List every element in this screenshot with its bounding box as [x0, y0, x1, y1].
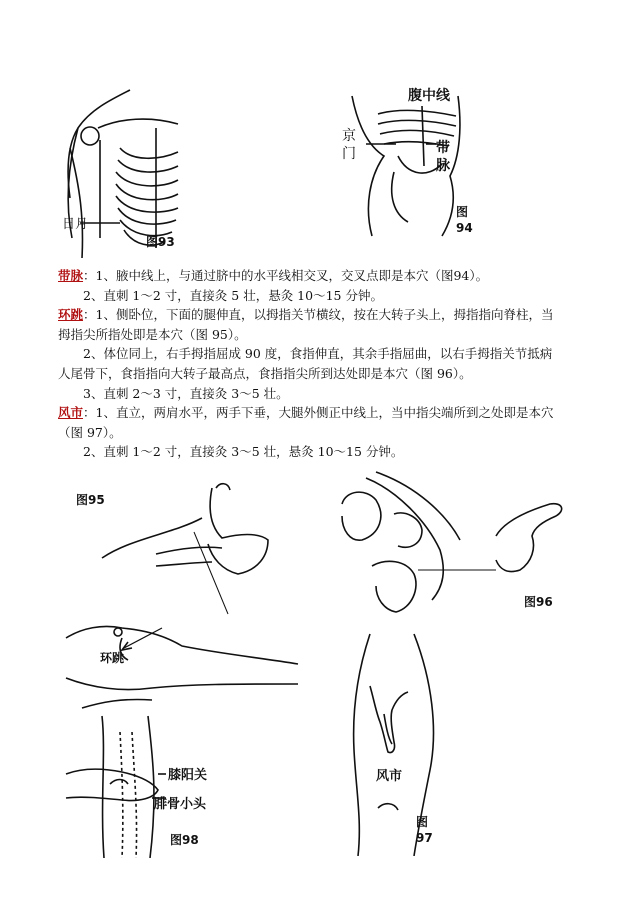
caption-fig94-a: 图	[456, 205, 469, 219]
rib-cage-illustration	[60, 88, 190, 260]
figure-95-huantiao	[62, 478, 302, 710]
label-jingmen-2: 门	[342, 146, 356, 162]
huantiao-line-3: 2、体位同上，右手拇指屈成 90 度，食指伸直，其余手指屈曲，以右手拇指关节抵病	[83, 346, 553, 362]
label-riyue: 日月	[62, 217, 89, 232]
term-huantiao: 环跳	[58, 307, 84, 323]
huantiao-illustration	[62, 478, 302, 710]
figure-93-rib-cage	[60, 88, 190, 260]
fengshi-text-1: ：1、直立，两肩水平，两手下垂，大腿外侧正中线上，当中指尖端所到之处即是本穴	[83, 405, 554, 421]
figure-97-fengshi	[340, 630, 446, 856]
daimai-line-2: 2、直刺 1～2 寸，直接灸 5 壮，悬灸 10～15 分钟。	[83, 287, 383, 303]
caption-fig93: 图93	[146, 235, 175, 249]
huantiao-line-1	[58, 305, 598, 325]
torso-illustration	[338, 86, 476, 242]
caption-fig97-b: 97	[416, 831, 433, 845]
caption-fig98: 图98	[170, 833, 199, 847]
figure-96-pelvis	[336, 470, 574, 616]
fengshi-line-3: 2、直刺 1～2 寸，直接灸 3～5 壮，悬灸 10～15 分钟。	[83, 444, 404, 460]
caption-fig96: 图96	[524, 595, 553, 609]
label-midline: 腹中线	[408, 88, 450, 104]
label-jingmen-1: 京	[342, 128, 356, 144]
caption-fig95: 图95	[76, 493, 105, 507]
label-fengshi: 风市	[376, 769, 403, 784]
daimai-text-1: ：1、腋中线上，与通过脐中的水平线相交叉，交叉点即是本穴（图94）。	[83, 268, 489, 283]
term-daimai: 带脉	[58, 268, 84, 283]
label-feigu: 腓骨小头	[154, 797, 207, 812]
label-daimai-2: 脉	[436, 158, 450, 174]
term-fengshi: 风市	[58, 405, 84, 421]
label-daimai-1: 带	[436, 140, 450, 156]
fengshi-illustration	[340, 630, 446, 856]
knee-illustration	[62, 712, 258, 858]
label-huantiao: 环跳	[100, 651, 125, 665]
figure-94-torso	[338, 86, 476, 242]
pelvis-illustration	[336, 470, 574, 616]
caption-fig97-a: 图	[416, 815, 429, 829]
huantiao-line-5: 3、直刺 2～3 寸，直接灸 3～5 壮。	[83, 385, 289, 401]
daimai-line-1	[58, 266, 598, 286]
fengshi-line-1	[58, 403, 598, 423]
fengshi-line-2: （图 97）。	[58, 424, 122, 440]
caption-fig94-b: 94	[456, 221, 473, 235]
huantiao-line-4: 人尾骨下，食指指向大转子最高点，食指指尖所到达处即是本穴（图 96）。	[58, 365, 472, 381]
figure-98-knee	[62, 712, 258, 858]
body-text	[58, 266, 598, 462]
huantiao-text-1: ：1、侧卧位，下面的腿伸直，以拇指关节横纹，按在大转子头上，拇指指向脊柱，当	[83, 307, 554, 323]
label-xiyangguan: 膝阳关	[168, 768, 208, 783]
huantiao-line-2: 拇指尖所指处即是本穴（图 95）。	[58, 326, 247, 342]
